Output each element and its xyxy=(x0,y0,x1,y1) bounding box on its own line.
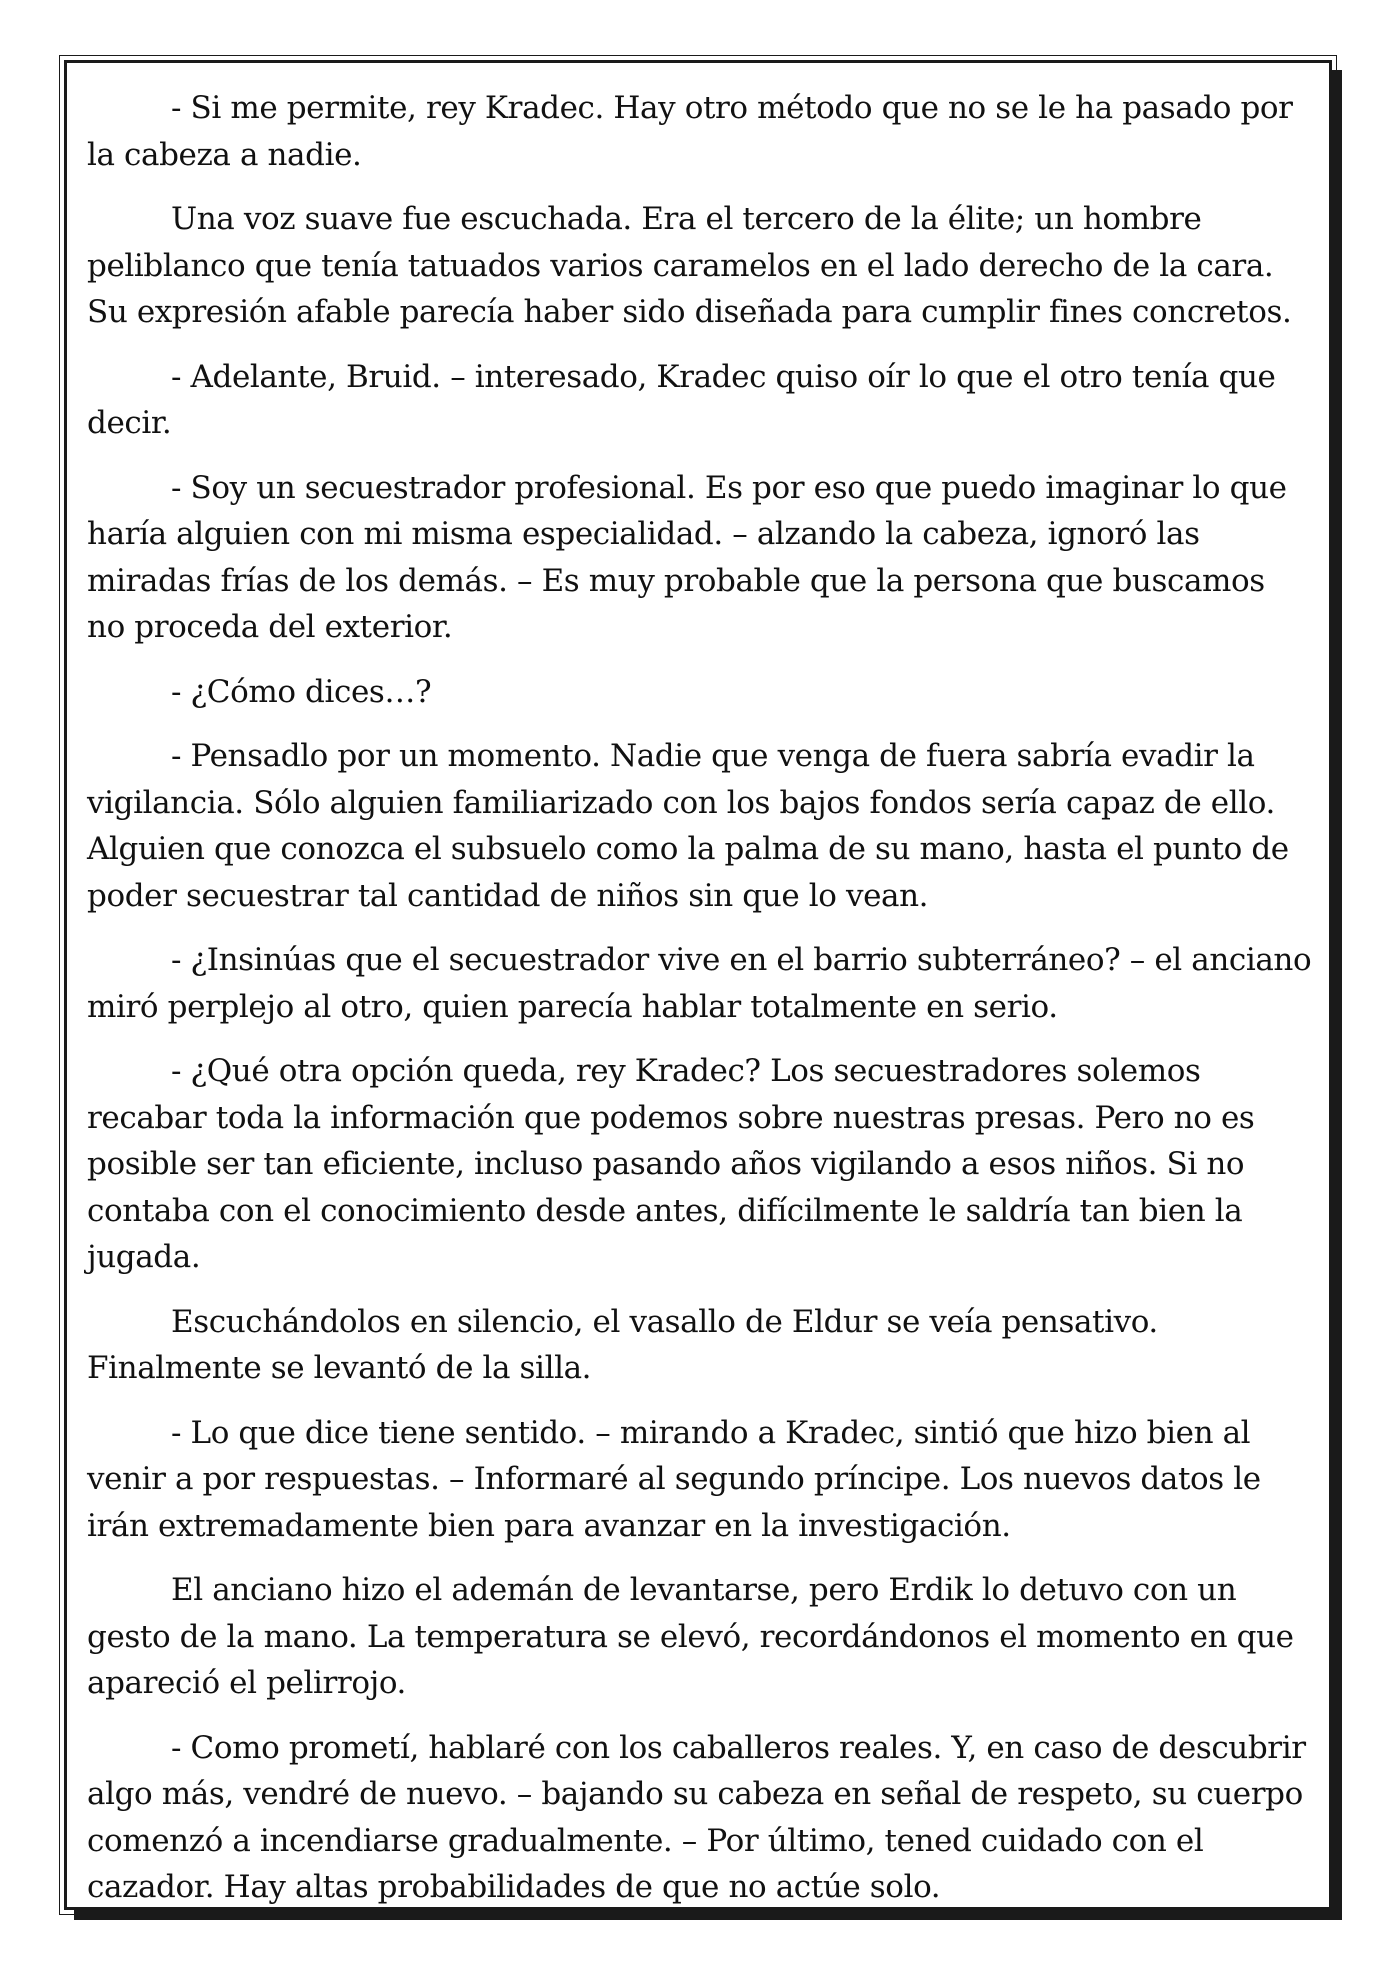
paragraph: - ¿Insinúas que el secuestrador vive en el barrio subterráneo? – el anciano miró perplejo al otro, quien parecía hablar totalmente en serio. xyxy=(87,942,1312,1025)
paragraph: - Pensadlo por un momento. Nadie que venga de fuera sabría evadir la vigilancia. Sólo alguien familiarizado con los bajos fondos sería capaz de ello. Alguien que conozca el subsuelo como la palma de su mano, hasta el punto de poder secuestrar tal cantidad de niños sin que lo vean. xyxy=(87,738,1289,914)
paragraph: - ¿Qué otra opción queda, rey Kradec? Los secuestradores solemos recabar toda la información que podemos sobre nuestras presas. Pero no es posible ser tan eficiente, incluso pasando años vigilando a esos niños. Si no contaba con el conocimiento desde antes, difícilmente le saldría tan bien la jugada. xyxy=(87,1053,1255,1275)
page-frame xyxy=(64,60,1332,1910)
paragraph: - Como prometí, hablaré con los caballeros reales. Y, en caso de descubrir algo más, vendré de nuevo. – bajando su cabeza en señal de respeto, su cuerpo comenzó a incendiarse gradualmente. – Por último, tened cuidado con el cazador. Hay altas probabilidades de que no actúe solo. xyxy=(87,1729,1306,1905)
paragraph: - Soy un secuestrador profesional. Es por eso que puedo imaginar lo que haría alguien con mi misma especialidad. – alzando la cabeza, ignoró las miradas frías de los demás. – Es muy probable que la persona que buscamos no proceda del exterior. xyxy=(87,469,1287,645)
paragraph: Una voz suave fue escuchada. Era el tercero de la élite; un hombre peliblanco que tenía tatuados varios caramelos en el lado derecho de la cara. Su expresión afable parecía haber sido diseñada para cumplir fines concretos. xyxy=(87,201,1292,330)
paragraph: El anciano hizo el ademán de levantarse, pero Erdik lo detuvo con un gesto de la mano. La temperatura se elevó, recordándonos el momento en que apareció el pelirrojo. xyxy=(87,1572,1294,1701)
paragraph: Escuchándolos en silencio, el vasallo de Eldur se veía pensativo. Finalmente se levantó de la silla. xyxy=(87,1303,1158,1386)
paragraph: - Si me permite, rey Kradec. Hay otro método que no se le ha pasado por la cabeza a nadie. xyxy=(87,90,1293,173)
text-body xyxy=(87,85,1312,1929)
paragraph: - ¿Cómo dices…? xyxy=(171,673,432,710)
paragraph: - Lo que dice tiene sentido. – mirando a Kradec, sintió que hizo bien al venir a por respuestas. – Informaré al segundo príncipe. Los nuevos datos le irán extremadamente bien para avanzar en la investigación. xyxy=(87,1414,1261,1544)
paragraph: - Adelante, Bruid. – interesado, Kradec quiso oír lo que el otro tenía que decir. xyxy=(87,358,1276,441)
